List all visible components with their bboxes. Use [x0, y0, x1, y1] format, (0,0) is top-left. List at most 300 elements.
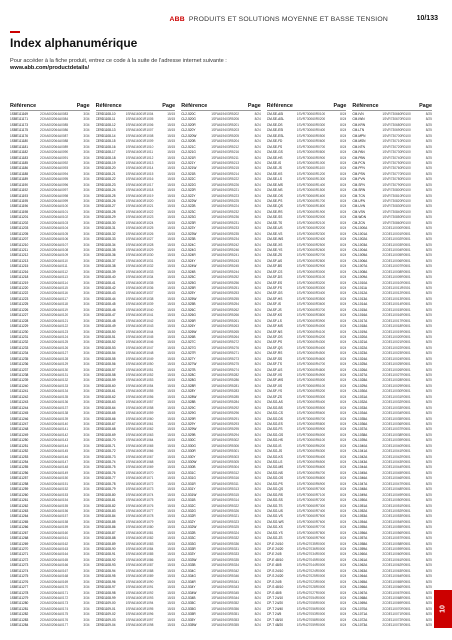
product-code-cell: 1SFA616001R1091 [125, 585, 154, 590]
page-cell: 8/24 [340, 166, 347, 171]
product-code-cell: 1SFA616001R1038 [125, 296, 154, 301]
page-cell: 8/24 [340, 362, 347, 367]
product-code-cell: 1SVR730060R1900 [296, 209, 326, 214]
product-code-cell: 1SVR427044R0000 [296, 563, 326, 568]
page-cell: 15/15 [167, 296, 176, 301]
page-cell: 8/24 [254, 579, 261, 584]
reference-cell: CL2-528Y [181, 389, 196, 394]
product-code-cell: 1SFA619403R5291 [211, 416, 240, 421]
index-row[interactable] [352, 623, 432, 628]
page-cell: 3/34 [83, 144, 90, 149]
reference-cell: 1SBE111201 [10, 215, 29, 220]
column-header [96, 103, 176, 111]
reference-cell: CE9D1108-84 [95, 514, 116, 519]
reference-cell: CL2-520Y [181, 128, 196, 133]
page-cell: 3/34 [83, 226, 90, 231]
reference-cell: CE9D1108-10 [95, 112, 116, 116]
product-code-cell: 1SVR730060R7900 [296, 536, 326, 541]
product-code-cell: 2CKA002064A0107 [40, 242, 69, 247]
reference-cell: 1SBE111189 [10, 177, 29, 182]
product-code-cell: 1SFA616001R1070 [125, 470, 154, 475]
reference-cell: CE9D1108-53 [95, 345, 116, 350]
reference-cell: CN-1072A [352, 617, 368, 622]
page-cell: 15/15 [167, 231, 176, 236]
product-code-cell: 1SVR427027R0000 [296, 590, 326, 595]
reference-cell: CN-1022A [352, 345, 368, 350]
page-cell: 8/25 [425, 362, 432, 367]
reference-cell: CL2-530G [181, 443, 196, 448]
product-code-cell: 1SFA619403R5331 [211, 547, 240, 551]
page-cell: 8/24 [254, 378, 261, 383]
page-cell: 15/15 [167, 362, 176, 367]
product-code-cell: 2CDE110021R0501 [382, 340, 411, 345]
reference-cell: CM-SE-ESL [266, 133, 285, 138]
page-cell: 15/15 [167, 519, 176, 524]
reference-cell: CM-WDN [352, 215, 367, 220]
reference-cell: CE9D1108-39 [95, 269, 116, 274]
reference-cell: CL2-532W [181, 525, 197, 530]
reference-cell: 1SBE111270 [10, 547, 29, 551]
page-cell: 8/24 [340, 345, 347, 350]
index-row[interactable] [181, 623, 261, 628]
page-cell: 8/24 [254, 617, 261, 622]
product-code-cell: 2CKA002064A0119 [40, 307, 68, 312]
product-code-cell: 1SVR427034R0000 [296, 552, 326, 557]
page-cell: 3/34 [83, 291, 90, 296]
product-code-cell: 1SVR730060R7800 [296, 530, 326, 535]
product-code-cell: 1SVR730060R5500 [296, 405, 326, 410]
page-cell: 8/24 [340, 155, 347, 160]
product-code-cell: 1SFA616001R1040 [125, 307, 154, 312]
reference-cell: CP-T 24/10 [266, 595, 284, 600]
reference-cell: CM-SG-US [266, 508, 283, 513]
column-header [352, 103, 432, 111]
product-code-cell: 1SFA616001R1019 [125, 193, 154, 198]
product-code-cell: 2CKA002064A0097 [40, 188, 69, 193]
reference-cell: 1SBE111280 [10, 601, 29, 606]
product-code-cell: 1SFA616001R1057 [125, 400, 154, 405]
reference-cell: CL2-535C [181, 601, 196, 606]
product-code-cell: 2CDE110055R0501 [382, 525, 411, 530]
product-code-cell: 1SVR730060R5200 [296, 389, 326, 394]
reference-cell: CM-SE-QS [266, 204, 283, 209]
page-cell: 8/24 [254, 476, 261, 481]
product-code-cell: 2CKA002064A0105 [40, 231, 69, 236]
product-code-cell: 1SFA619403R5294 [211, 432, 240, 437]
page-cell: 3/34 [83, 177, 90, 182]
page-cell: 8/25 [425, 443, 432, 448]
product-code-cell: 1SFA619403R5274 [211, 367, 240, 372]
reference-cell: 1SBE111236 [10, 362, 29, 367]
product-code-cell: 1SVR427055R0000 [296, 601, 326, 606]
product-code-cell: 1SFA619403R5314 [211, 498, 240, 503]
page-cell: 15/15 [167, 541, 176, 546]
product-code-cell: 2CDE110052R0501 [382, 508, 411, 513]
reference-cell: CL2-534Y [181, 585, 196, 590]
product-code-cell: 2CKA002064A0163 [40, 547, 69, 551]
intro-text [10, 58, 330, 72]
page-cell: 3/34 [83, 492, 90, 497]
index-columns [10, 103, 432, 628]
reference-cell: 1SBE111171 [10, 117, 29, 122]
product-code-cell: 2CKA002064A0109 [40, 253, 69, 258]
reference-cell: CE9D1108-23 [95, 182, 116, 187]
reference-cell: CN-1058A [352, 541, 368, 546]
product-code-cell: 2CKA002064A0100 [40, 204, 69, 209]
page-cell: 8/24 [340, 302, 347, 307]
column-header-page: Page [333, 103, 347, 109]
chapter-tab [434, 590, 452, 628]
page-cell: 8/24 [340, 258, 347, 263]
page-cell: 3/34 [83, 563, 90, 568]
reference-cell: 1SBE111274 [10, 568, 29, 573]
index-row[interactable] [96, 623, 176, 628]
product-code-cell: 1SFA619403R5293 [211, 421, 240, 426]
product-code-cell: 2CDE110018R0501 [382, 324, 411, 329]
product-code-cell: 1SVR427035R0000 [296, 541, 326, 546]
product-code-cell: 1SFA616001R1063 [125, 432, 154, 437]
column-header [181, 103, 261, 111]
product-code-cell: 1SFA616001R1082 [125, 536, 154, 541]
reference-cell: CE9D1108-27 [95, 204, 116, 209]
reference-cell: CL2-527W [181, 362, 197, 367]
reference-cell: CE9D1108-22 [95, 177, 116, 182]
product-code-cell: 1SFA619403R5245 [211, 264, 240, 269]
page-cell: 8/25 [425, 601, 432, 606]
reference-cell: 1SBE111222 [10, 291, 29, 296]
reference-cell: 1SBE111211 [10, 247, 29, 252]
reference-cell: CN-1056A [352, 530, 368, 535]
reference-cell: CL2-521Y [181, 160, 196, 165]
product-code-cell: 1SFA616001R1005 [125, 117, 154, 122]
reference-cell: CE9D1108-54 [95, 351, 116, 356]
reference-cell: CP-S 48/5 [266, 590, 282, 595]
column-header-ref: Référence [266, 103, 293, 109]
product-code-cell: 1SFA616001R1018 [125, 188, 154, 193]
page-cell: 8/24 [254, 411, 261, 416]
intro-url-link[interactable]: www.abb.com/productdetails/ [10, 65, 90, 71]
product-code-cell: 2CKA002064A0098 [40, 193, 69, 198]
reference-cell: CM-SF-WS [266, 378, 284, 383]
product-code-cell: 1SVR730060R2900 [296, 264, 326, 269]
reference-cell: CM-SF-RS [266, 351, 283, 356]
page-cell: 8/24 [340, 595, 347, 600]
reference-cell: CN-1007A [352, 264, 368, 269]
reference-cell: 1SBE111241 [10, 389, 29, 394]
page-cell: 8/25 [425, 595, 432, 600]
reference-cell: 1SBE111180 [10, 139, 29, 144]
page-cell: 8/24 [340, 286, 347, 290]
reference-cell: 1SBE111243 [10, 400, 29, 405]
page-cell: 8/24 [340, 373, 347, 377]
page-cell: 15/15 [167, 525, 176, 530]
page-cell: 8/25 [425, 117, 432, 122]
page-cell: 8/24 [340, 275, 347, 280]
reference-cell: CM-SG-MS [266, 465, 284, 470]
reference-cell: CL2-533R [181, 547, 196, 551]
product-code-cell: 1SVR730060R1100 [296, 166, 325, 171]
page-cell: 15/15 [167, 356, 176, 361]
page-cell: 8/25 [425, 307, 432, 312]
page-cell: 15/15 [167, 389, 176, 394]
product-code-cell: 1SVR730060R2400 [296, 237, 326, 242]
reference-cell: CL2-529W [181, 427, 197, 432]
product-code-cell: 2CDE110024R0501 [382, 356, 411, 361]
page-cell: 3/34 [83, 552, 90, 557]
index-row[interactable] [267, 623, 347, 628]
page-cell: 8/25 [425, 209, 432, 214]
page-cell: 8/24 [254, 492, 261, 497]
product-code-cell: 1SVR730060R0200 [296, 117, 326, 122]
reference-cell: CN-1044A [352, 465, 368, 470]
reference-cell: CM-SE-GS [266, 150, 283, 155]
reference-cell: CE9D1108-30 [95, 220, 116, 225]
page-cell: 8/24 [254, 568, 261, 573]
page-cell: 8/25 [425, 220, 432, 225]
page-cell: 8/24 [340, 383, 347, 388]
product-code-cell: 1SVR427045R0000 [296, 557, 326, 562]
product-code-cell: 2CKA002064A0161 [40, 536, 69, 541]
reference-cell: 1SBE111245 [10, 411, 29, 416]
reference-cell: CL2-532C [181, 503, 196, 508]
page-cell: 8/24 [254, 291, 261, 296]
page-cell: 8/25 [425, 280, 432, 285]
page-cell: 8/25 [425, 557, 432, 562]
page-cell: 8/25 [425, 449, 432, 454]
page-cell: 8/24 [340, 144, 347, 149]
page-cell: 8/24 [340, 552, 347, 557]
reference-cell: CE9D1108-24 [95, 188, 116, 193]
product-code-cell: 1SVR730060R3200 [296, 280, 326, 285]
reference-cell: CL2-533B [181, 563, 196, 568]
page-cell: 8/24 [340, 579, 347, 584]
page-cell: 8/25 [425, 291, 432, 296]
page-cell: 8/25 [425, 421, 432, 426]
product-code-cell: 1SVR730060R3800 [296, 313, 326, 318]
product-code-cell: 2CKA002064A0157 [40, 514, 69, 519]
reference-cell: CM-SG-IS [266, 443, 282, 448]
page-cell: 8/24 [340, 296, 347, 301]
product-code-cell: 2CDE110000R0501 [382, 226, 411, 231]
product-code-cell: 1SFA619403R5301 [211, 449, 240, 454]
page-cell: 8/24 [340, 503, 347, 508]
reference-cell: CN-1000A [352, 226, 368, 231]
page-cell: 15/15 [167, 307, 176, 312]
reference-cell: CE9D1108-29 [95, 215, 116, 220]
reference-cell: CN-1006A [352, 258, 368, 263]
page-cell: 8/24 [254, 421, 261, 426]
page-cell: 15/15 [167, 226, 176, 231]
page-cell: 8/25 [425, 606, 432, 611]
reference-cell: CE9D1108-62 [95, 394, 116, 399]
page-cell: 3/34 [83, 411, 90, 416]
product-code-cell: 2CKA002064A0103 [40, 220, 69, 225]
product-code-cell: 2CKA002064A0126 [40, 345, 69, 350]
page-cell: 8/24 [254, 139, 261, 144]
reference-cell: CM-SG-ES [266, 421, 283, 426]
reference-cell: CM-SE-US [266, 226, 283, 231]
product-code-cell: 1SVR730850R0100 [382, 215, 411, 220]
product-code-cell: 1SFA616001R1048 [125, 351, 154, 356]
page-cell: 8/25 [425, 302, 432, 307]
product-code-cell: 2CDE110011R0501 [382, 286, 411, 290]
reference-cell: CM-SE-XS [266, 242, 283, 247]
reference-cell: 1SBE111188 [10, 171, 29, 176]
page-cell: 3/34 [83, 204, 90, 209]
product-code-cell: 1SFA616001R1071 [125, 476, 154, 481]
reference-cell: CE9D1108-80 [95, 492, 116, 497]
reference-cell: CM-PCN [352, 160, 366, 165]
product-code-cell: 2CKA002064A0084 [40, 117, 69, 122]
page-cell: 3/34 [83, 557, 90, 562]
product-code-cell: 1SFA616001R1058 [125, 405, 154, 410]
reference-cell: CE9D1108-36 [95, 253, 116, 258]
reference-cell: 1SBE111242 [10, 394, 29, 399]
product-code-cell: 2CKA002064A0136 [40, 400, 69, 405]
reference-cell: CL2-531R [181, 481, 196, 486]
reference-cell: CM-IVN [352, 112, 364, 116]
reference-cell: CE9D1108-40 [95, 275, 116, 280]
reference-cell: CM-PBN [352, 155, 365, 160]
page-cell: 8/25 [425, 133, 432, 138]
page-cell: 3/34 [83, 503, 90, 508]
reference-cell: CE9D1108-91 [95, 552, 116, 557]
page-cell: 15/15 [167, 427, 176, 432]
page-cell: 8/24 [254, 166, 261, 171]
reference-cell: CE9D1108-34 [95, 242, 116, 247]
reference-cell: CE9D1108-90 [95, 547, 116, 551]
reference-cell: CM-SG-DS [266, 416, 283, 421]
reference-cell: 1SBE111198 [10, 209, 29, 214]
product-code-cell: 1SFA619403R5272 [211, 340, 240, 345]
product-code-cell: 1SVR730060R2500 [296, 242, 326, 247]
product-code-cell: 2CKA002064A0131 [40, 373, 69, 377]
intro-line: Pour accéder à la fiche produit, entrez ce code à la suite de l'adresse internet suivante : [10, 58, 227, 64]
page-cell: 3/34 [83, 595, 90, 600]
product-code-cell: 1SVR730060R4700 [296, 362, 326, 367]
page-cell: 8/24 [254, 215, 261, 220]
page-cell: 8/25 [425, 171, 432, 176]
page-cell: 15/15 [167, 530, 176, 535]
reference-cell: CL2-530R [181, 449, 196, 454]
reference-cell: CM-SF-XS [266, 383, 283, 388]
product-code-cell: 2CKA002064A0147 [40, 460, 69, 464]
reference-cell: CE9D1108-16 [95, 144, 116, 149]
reference-cell: CN-1012A [352, 291, 368, 296]
page-cell: 8/25 [425, 373, 432, 377]
brand-logo: ABB [169, 16, 185, 23]
reference-cell: CE9D1108-96 [95, 579, 116, 584]
reference-cell: CE9D1108-31 [95, 226, 116, 231]
reference-cell: CL2-533W [181, 557, 197, 562]
reference-cell: CN-1015A [352, 307, 368, 312]
product-code-cell: 2CKA002064A0156 [40, 508, 69, 513]
page-cell: 8/24 [340, 432, 347, 437]
page-cell: 15/15 [167, 432, 176, 437]
page-cell: 8/24 [340, 215, 347, 220]
page-cell: 3/34 [83, 340, 90, 345]
page-cell: 15/15 [167, 612, 176, 617]
page-cell: 8/24 [254, 171, 261, 176]
product-code-cell: 2CKA002064A0122 [40, 324, 69, 329]
product-code-cell: 1SFA619403R5243 [211, 258, 240, 263]
product-code-cell: 1SFA616001R1081 [125, 530, 154, 535]
reference-cell: CN-1031A [352, 394, 368, 399]
reference-cell: 1SBE111246 [10, 416, 29, 421]
reference-cell: CE9D1108-55 [95, 356, 116, 361]
reference-cell: CM-SF-IS [266, 302, 281, 307]
product-code-cell: 1SVR730060R1700 [296, 199, 326, 203]
product-code-cell: 1SVR730060R2300 [296, 231, 326, 236]
page-cell: 8/24 [254, 585, 261, 590]
product-code-cell: 1SFA616001R1062 [125, 427, 154, 432]
reference-cell: CM-UFN [352, 199, 365, 203]
reference-cell: CM-PAN [352, 150, 365, 155]
page-cell: 8/25 [425, 258, 432, 263]
product-code-cell: 1SFA616001R1034 [125, 275, 154, 280]
page-cell: 8/24 [340, 563, 347, 568]
page-cell: 15/15 [167, 286, 176, 290]
page-cell: 8/24 [254, 454, 261, 459]
page-cell: 15/15 [167, 508, 176, 513]
reference-cell: CM-SE-LS [266, 177, 283, 182]
reference-cell: CL2-524B [181, 269, 196, 274]
reference-cell: CL2-522Y [181, 193, 196, 198]
reference-cell: CL2-524R [181, 253, 196, 258]
reference-cell: 1SBE111216 [10, 269, 29, 274]
product-code-cell: 2CDE110028R0501 [382, 378, 411, 383]
product-code-cell: 2CKA002064A0171 [40, 590, 69, 595]
reference-cell: CN-1004A [352, 247, 368, 252]
reference-cell: CM-SF-PS [266, 340, 283, 345]
product-code-cell: 2CKA002064A0148 [40, 465, 69, 470]
product-code-cell: 2CDE110064R0501 [382, 574, 411, 579]
page-cell: 15/15 [167, 536, 176, 541]
page-cell: 8/24 [340, 182, 347, 187]
reference-cell: CN-1005A [352, 253, 368, 258]
reference-cell: CM-SF-YS [266, 389, 283, 394]
page-cell: 15/15 [167, 155, 176, 160]
product-code-cell: 1SFA616001R1006 [125, 122, 154, 127]
reference-cell: CE9D1108-88 [95, 536, 116, 541]
product-code-cell: 1SVR730720R0100 [382, 144, 411, 149]
page-cell: 8/24 [254, 394, 261, 399]
page-cell: 8/24 [254, 112, 261, 116]
product-code-cell: 1SFA619403R5252 [211, 275, 240, 280]
reference-cell: CM-SE-NS [266, 188, 283, 193]
page-cell: 8/24 [340, 269, 347, 274]
reference-cell: CL2-521C [181, 144, 196, 149]
reference-cell: CN-1070A [352, 606, 368, 611]
product-code-cell: 1SFA616001R1087 [125, 563, 154, 568]
reference-cell: CM-SF-NS [266, 329, 283, 334]
reference-cell: CN-1018A [352, 324, 368, 329]
reference-cell: CM-SF-KS [266, 313, 283, 318]
page-cell: 15/15 [167, 563, 176, 568]
page-cell: 15/15 [167, 454, 176, 459]
product-code-cell: 1SFA619403R5303 [211, 454, 240, 459]
product-code-cell: 2CKA002064A0166 [40, 563, 69, 568]
product-code-cell: 1SFA619403R5326 [211, 508, 240, 513]
index-row[interactable] [10, 623, 90, 628]
page-cell: 8/25 [425, 237, 432, 242]
page-cell: 3/34 [83, 296, 90, 301]
reference-cell: CL2-521W [181, 166, 197, 171]
reference-cell: CN-1054A [352, 519, 368, 524]
product-code-cell: 1SFA616001R1098 [125, 623, 154, 628]
reference-cell: CM-UVN [352, 204, 366, 209]
product-code-cell: 1SFA619403R5201 [211, 122, 240, 127]
